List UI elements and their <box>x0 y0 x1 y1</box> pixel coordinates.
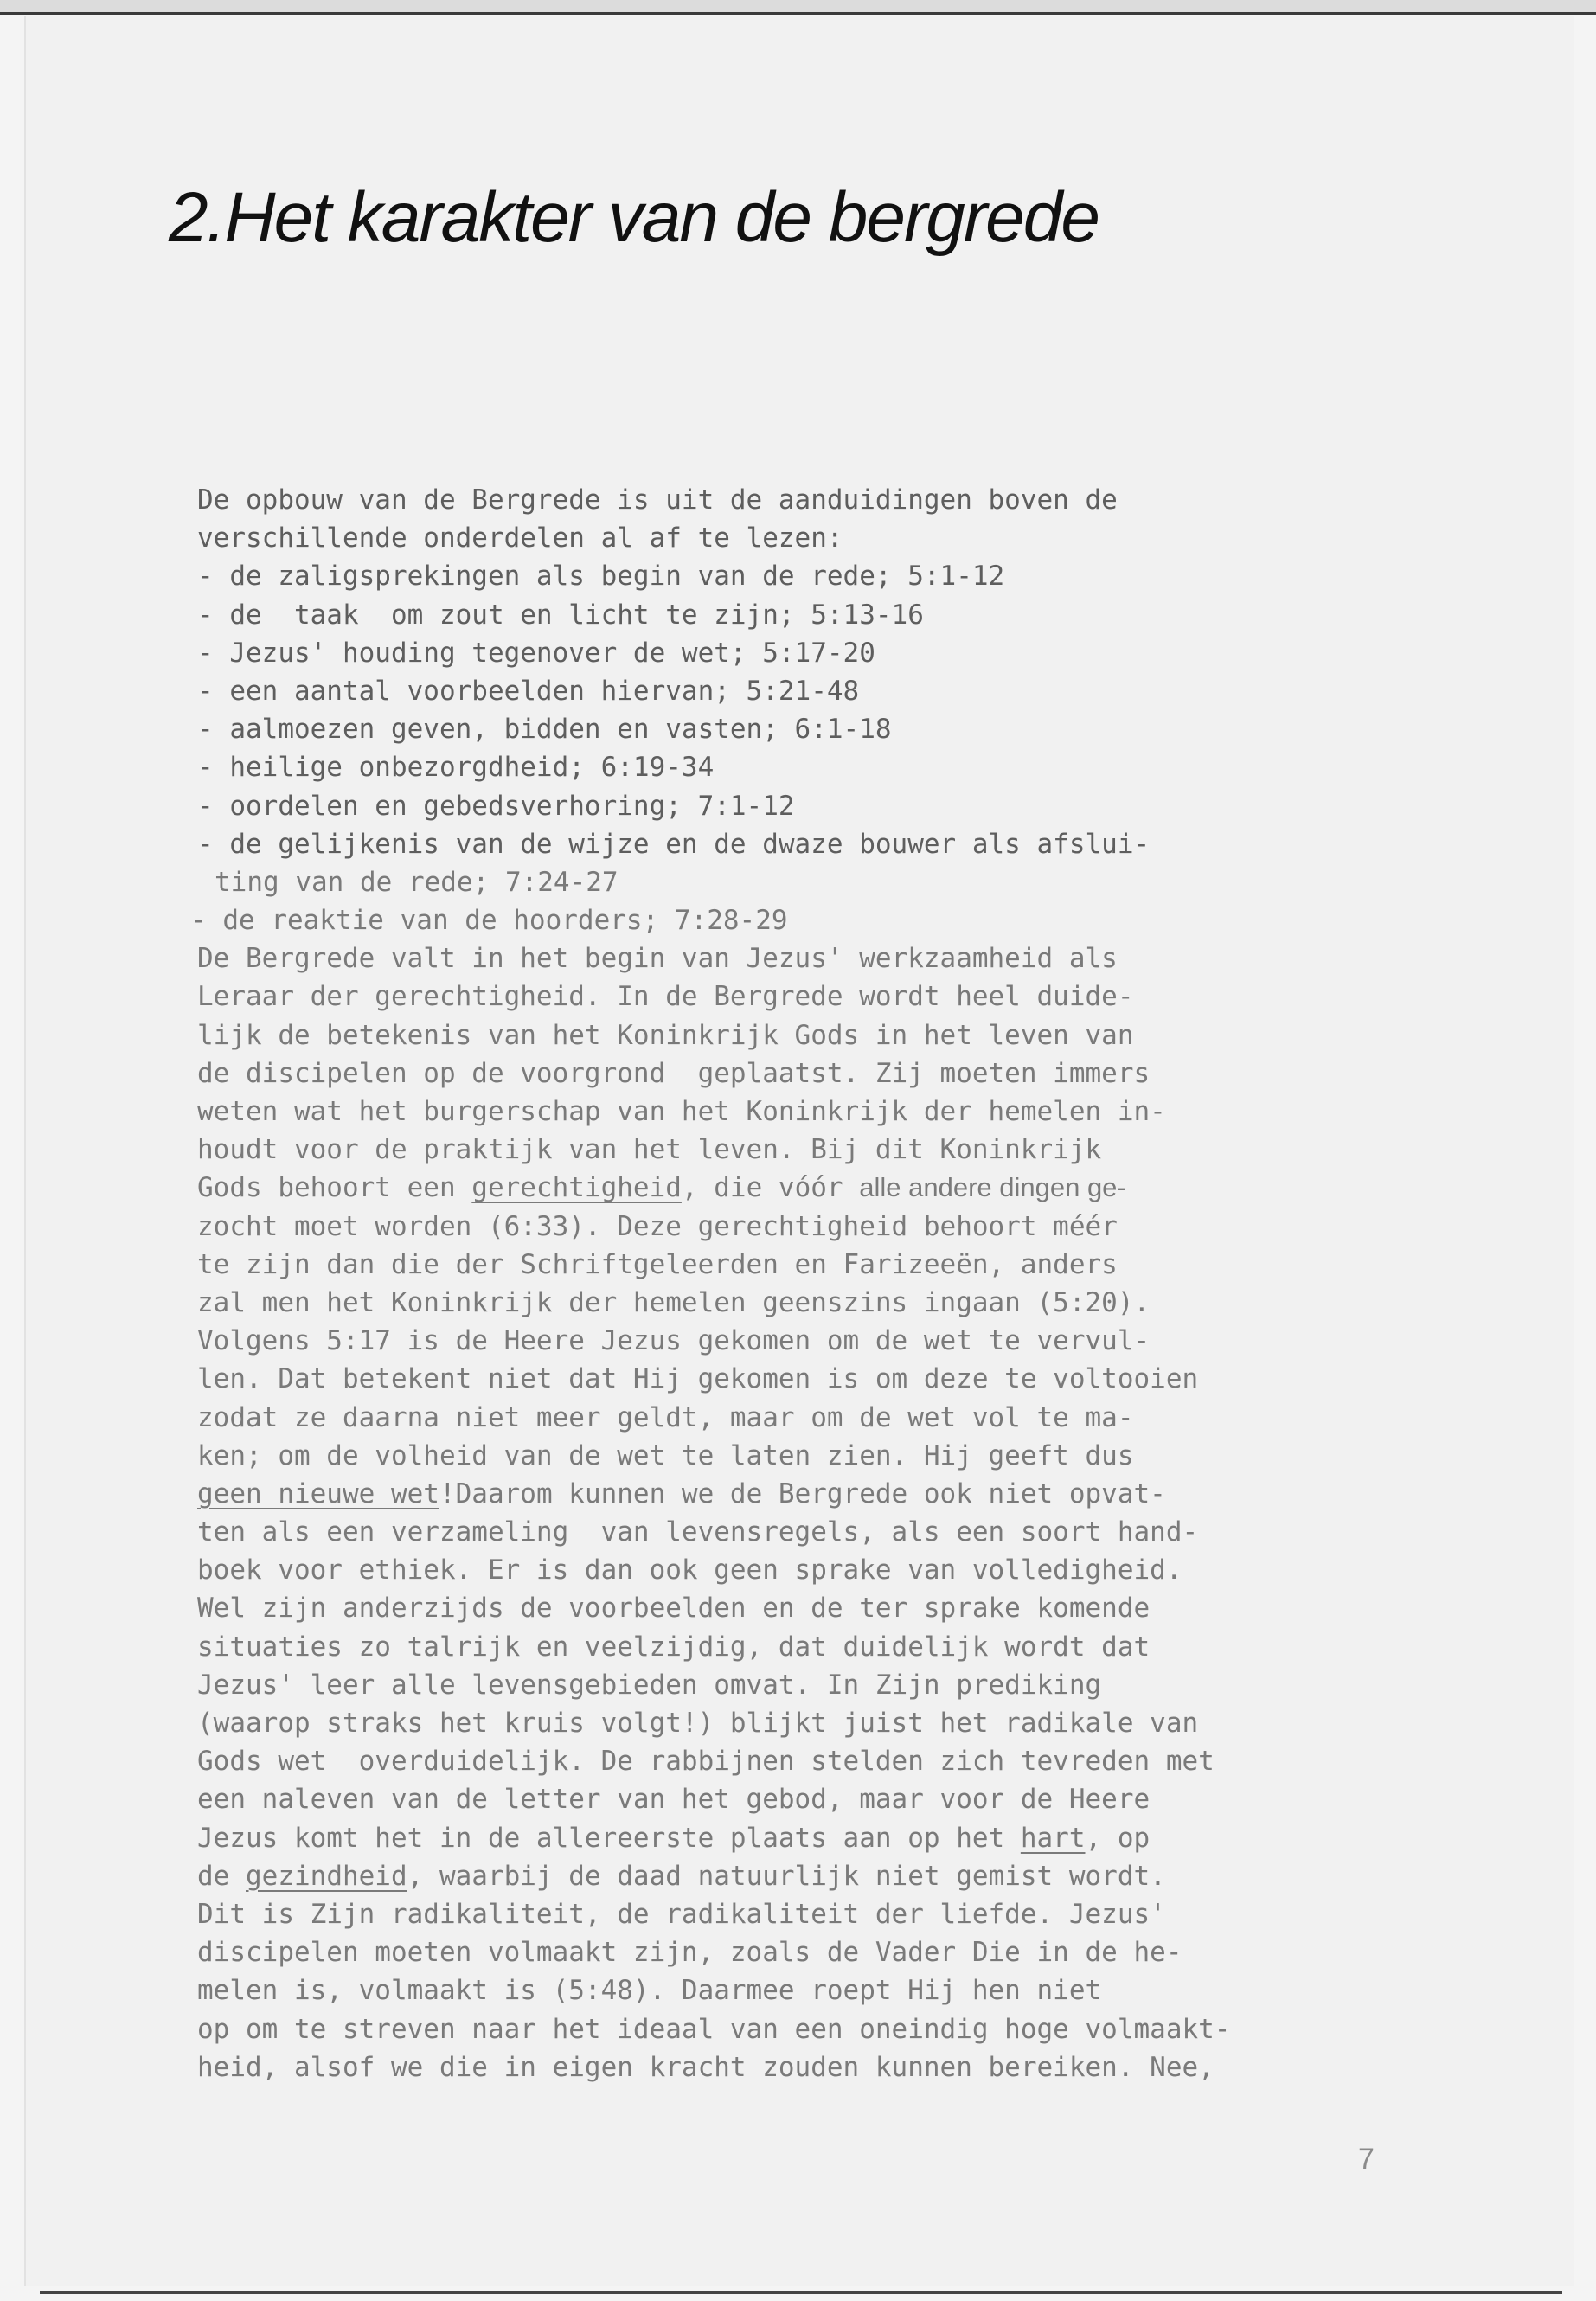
list-item: - Jezus' houding tegenover de wet; 5:17-20 <box>197 637 875 669</box>
list-item: - oordelen en gebedsverhoring; 7:1-12 <box>197 790 795 822</box>
paragraph-line <box>197 1169 1469 1207</box>
paragraph-line: boek voor ethiek. Er is dan ook geen sprake van volledigheid. <box>197 1554 1183 1586</box>
scan-top-edge <box>0 0 1596 15</box>
text-run: , waarbij de daad natuurlijk niet gemist wordt. <box>407 1860 1166 1892</box>
text-run: Jezus komt het in de allereerste plaats aan op het <box>197 1822 1021 1854</box>
scan-bottom-edge <box>40 2291 1562 2294</box>
paragraph-line <box>197 1819 1469 1857</box>
paragraph-line <box>197 1857 1469 1895</box>
text-run: Gods behoort een <box>197 1172 472 1204</box>
underlined-term: hart <box>1020 1822 1086 1854</box>
text-run: de <box>197 1860 246 1892</box>
paragraph-line: Jezus' leer alle levensgebieden omvat. In Zijn prediking <box>197 1669 1102 1701</box>
paragraph-line: lijk de betekenis van het Koninkrijk Gods in het leven van <box>197 1019 1134 1051</box>
text-run: !Daarom kunnen we de Bergrede ook niet opvat- <box>439 1477 1166 1509</box>
paragraph-line: Dit is Zijn radikaliteit, de radikaliteit der liefde. Jezus' <box>197 1898 1166 1930</box>
chapter-title: 2.Het karakter van de bergrede <box>169 178 1099 257</box>
paragraph-line: De Bergrede valt in het begin van Jezus' werkzaamheid als <box>197 943 1118 975</box>
list-item: - een aantal voorbeelden hiervan; 5:21-48 <box>197 675 860 707</box>
paragraph-line: ken; om de volheid van de wet te laten zien. Hij geeft dus <box>197 1439 1134 1471</box>
paragraph-line: (waarop straks het kruis volgt!) blijkt juist het radikale van <box>197 1708 1199 1739</box>
intro-line: De opbouw van de Bergrede is uit de aanduidingen boven de <box>197 484 1118 516</box>
paragraph-line: Gods wet overduidelijk. De rabbijnen stelden zich tevreden met <box>197 1746 1215 1778</box>
list-item: - heilige onbezorgdheid; 6:19-34 <box>197 752 715 784</box>
underlined-term: gezindheid <box>246 1860 407 1892</box>
paragraph-line: melen is, volmaakt is (5:48). Daarmee roept Hij hen niet <box>197 1975 1102 2007</box>
list-item: - de gelijkenis van de wijze en de dwaze bouwer als afslui- <box>197 828 1151 860</box>
paragraph-line: Volgens 5:17 is de Heere Jezus gekomen om de wet te vervul- <box>197 1325 1151 1357</box>
paragraph-line: situaties zo talrijk en veelzijdig, dat duidelijk wordt dat <box>197 1631 1151 1663</box>
text-run: , die vóór <box>681 1172 860 1204</box>
list-item: - de reaktie van de hoorders; 7:28-29 <box>190 905 788 937</box>
paragraph-line: heid, alsof we die in eigen kracht zouden kunnen bereiken. Nee, <box>197 2051 1215 2083</box>
intro-line: verschillende onderdelen al af te lezen: <box>197 522 843 554</box>
paragraph-line: zodat ze daarna niet meer geldt, maar om de wet vol te ma- <box>197 1401 1134 1433</box>
underlined-term: geen nieuwe wet <box>197 1477 439 1509</box>
paragraph-line: Leraar der gerechtigheid. In de Bergrede wordt heel duide- <box>197 981 1134 1013</box>
body-text <box>190 481 1469 2086</box>
paragraph-line: op om te streven naar het ideaal van een oneindig hoge volmaakt- <box>197 2013 1231 2045</box>
paragraph-line: Wel zijn anderzijds de voorbeelden en de ter sprake komende <box>197 1593 1151 1625</box>
list-item: - de zaligsprekingen als begin van de rede; 5:1-12 <box>197 561 1005 593</box>
paragraph-line: len. Dat betekent niet dat Hij gekomen is om deze te voltooien <box>197 1363 1199 1395</box>
page-number: 7 <box>1358 2143 1375 2176</box>
list-item: - aalmoezen geven, bidden en vasten; 6:1-18 <box>197 714 892 746</box>
list-item: - de taak om zout en licht te zijn; 5:13-16 <box>197 599 924 631</box>
paragraph-line: weten wat het burgerschap van het Koninkrijk der hemelen in- <box>197 1096 1166 1127</box>
underlined-term: gerechtigheid <box>471 1172 682 1204</box>
paragraph-line: houdt voor de praktijk van het leven. Bij dit Koninkrijk <box>197 1134 1102 1166</box>
paragraph-line: de discipelen op de voorgrond geplaatst. Zij moeten immers <box>197 1057 1151 1089</box>
text-run: , op <box>1085 1822 1151 1854</box>
text-run: alle andere dingen ge- <box>859 1172 1126 1203</box>
paragraph-line: zocht moet worden (6:33). Deze gerechtigheid behoort méér <box>197 1210 1118 1242</box>
paragraph-line: discipelen moeten volmaakt zijn, zoals de Vader Die in de he- <box>197 1937 1183 1969</box>
paragraph-line <box>197 1475 1469 1513</box>
paragraph-line: een naleven van de letter van het gebod, maar voor de Heere <box>197 1784 1151 1816</box>
list-item-continuation: ting van de rede; 7:24-27 <box>215 866 619 898</box>
paragraph-line: ten als een verzameling van levensregels, als een soort hand- <box>197 1516 1199 1548</box>
paragraph-line: te zijn dan die der Schriftgeleerden en Farizeeën, anders <box>197 1248 1118 1280</box>
paragraph-line: zal men het Koninkrijk der hemelen geenszins ingaan (5:20). <box>197 1286 1151 1318</box>
